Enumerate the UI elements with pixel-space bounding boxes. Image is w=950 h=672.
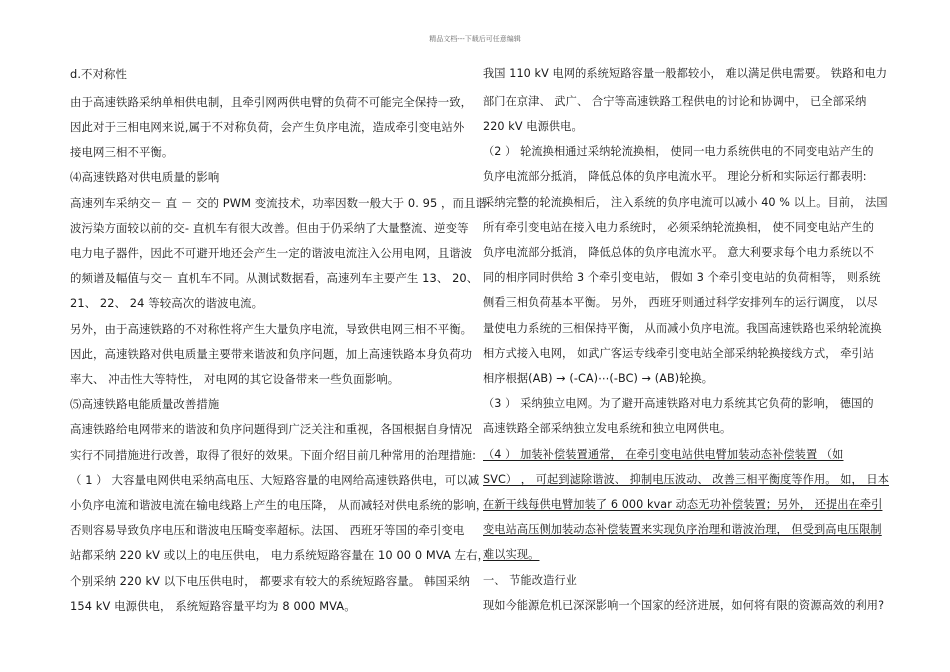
text-line: 因此对于三相电网来说,属于不对称负荷，会产生负序电流，造成牵引变电站外 (70, 120, 465, 134)
underlined-text-line: SVC） ， 可起到滤除谐波、 抑制电压波动、 改善三相平衡度等作用。 如， 日本 (483, 473, 890, 486)
text-line: 接电网三相不平衡。 (70, 145, 174, 159)
text-line: （2 ） 轮流换相通过采纳轮流换相， 使同一电力系统供电的不同变电站产生的 (483, 145, 874, 158)
page-header: 精品文档---下载后可任意编辑 (429, 35, 521, 43)
underlined-text-line: （4 ） 加装补偿装置通常， 在牵引变电站供电臂加装动态补偿装置 （如 (483, 448, 844, 461)
text-line: 因此，高速铁路对供电质量主要带来谐波和负序问题，加上高速铁路本身负荷功 (70, 347, 473, 361)
text-line: 实行不同措施进行改善，取得了很好的效果。下面介绍目前几种常用的治理措施: (70, 448, 477, 462)
text-line: 侧看三相负荷基本平衡。 另外， 西班牙则通过科学安排列车的运行调度， 以尽 (483, 296, 878, 309)
text-line: 另外，由于高速铁路的不对称性将产生大量负序电流，导致供电网三相不平衡。 (70, 322, 473, 336)
section-heading: ⑷高速铁路对供电质量的影响 (70, 170, 220, 184)
text-line: 154 kV 电源供电， 系统短路容量平均为 8 000 MVA。 (70, 599, 356, 613)
text-line: 采纳完整的轮流换相后， 注入系统的负序电流可以减小 40 % 以上。目前， 法国 (483, 196, 888, 209)
text-line: 否则容易导致负序电压和谐波电压畸变率超标。法国、 西班牙等国的牵引变电 (70, 523, 465, 537)
underlined-text-line: 变电站高压侧加装动态补偿装置来实现负序治理和谐波治理， 但受到高电压限制 (483, 523, 882, 536)
text-line: 波污染方面较以前的交- 直机车有很大改善。但由于仍采纳了大量整流、逆变等 (70, 221, 469, 235)
text-line: 现如今能源危机已深深影响一个国家的经济进展，如何将有限的资源高效的利用? (483, 599, 885, 612)
text-line: 个别采纳 220 kV 以下电压供电时， 都要求有较大的系统短路容量。 韩国采纳 (70, 574, 470, 588)
text-line: 220 kV 电源供电。 (483, 120, 583, 133)
text-line: 负序电流部分抵消， 降低总体的负序电流水平。 理论分析和实际运行都表明: (483, 170, 867, 183)
text-line: 站都采纳 220 kV 或以上的电压供电， 电力系统短路容量在 10 00 0 MVA 左右， (70, 548, 490, 562)
text-line: 所有牵引变电站在接入电力系统时， 必须采纳轮流换相， 使不同变电站产生的 (483, 221, 875, 234)
section-heading: ⑸高速铁路电能质量改善措施 (70, 397, 220, 411)
text-line: 21、 22、 24 等较高次的谐波电流。 (70, 296, 264, 310)
text-line: 率大、 冲击性大等特性， 对电网的其它设备带来一些负面影响。 (70, 372, 400, 386)
text-line: 量使电力系统的三相保持平衡， 从而减小负序电流。我国高速铁路也采纳轮流换 (483, 322, 882, 335)
text-line: 的频谱及幅值与交－ 直机车不同。从测试数据看，高速列车主要产生 13、 20、 (70, 271, 479, 285)
text-line: （3 ） 采纳独立电网。为了避开高速铁路对电力系统其它负荷的影响， 德国的 (483, 397, 874, 410)
text-line: 由于高速铁路采纳单相供电制，且牵引网两供电臂的负荷不可能完全保持一致， (70, 95, 473, 109)
text-line: 部门在京津、 武广、 合宁等高速铁路工程供电的讨论和协调中， 已全部采纳 (483, 95, 867, 108)
text-line: 高速铁路给电网带来的谐波和负序问题得到广泛关注和重视，各国根据自身情况 (70, 422, 473, 436)
text-line: 相方式接入电网， 如武广客运专线牵引变电站全部采纳轮换接线方式， 牵引站 (483, 347, 875, 360)
underlined-text-line: 难以实现。 (483, 548, 540, 561)
text-line: 小负序电流和谐波电流在输电线路上产生的电压降， 从而减轻对供电系统的影响， (70, 498, 488, 512)
text-line: 相序根据(AB) → (-CA)⋯(-BC) → (AB)轮换。 (483, 372, 714, 385)
text-line: 我国 110 kV 电网的系统短路容量一般都较小， 难以满足供电需要。 铁路和电力 (483, 67, 888, 80)
text-line: 同的相序同时供给 3 个牵引变电站， 假如 3 个牵引变电站的负荷相等， 则系统 (483, 271, 881, 284)
underlined-text-line: 在新干线每供电臂加装了 6 000 kvar 动态无功补偿装置；另外， 还提出在牵引 (483, 498, 883, 511)
section-heading: 一、 节能改造行业 (483, 574, 577, 587)
text-line: d.不对称性 (70, 67, 128, 81)
text-line: 负序电流部分抵消， 降低总体的负序电流水平。 意大利要求每个电力系统以不 (483, 246, 875, 259)
text-line: 电力电子器件，因此不可避开地还会产生一定的谐波电流注入公用电网，且谐波 (70, 246, 473, 260)
text-line: 高速铁路全部采纳独立发电系统和独立电网供电。 (483, 422, 732, 435)
text-line: （ 1 ） 大容量电网供电采纳高电压、大短路容量的电网给高速铁路供电，可以减 (70, 473, 480, 487)
text-line: 高速列车采纳交－ 直 － 交的 PWM 变流技术，功率因数一般大于 0. 95 ，而且谐 (70, 196, 488, 210)
